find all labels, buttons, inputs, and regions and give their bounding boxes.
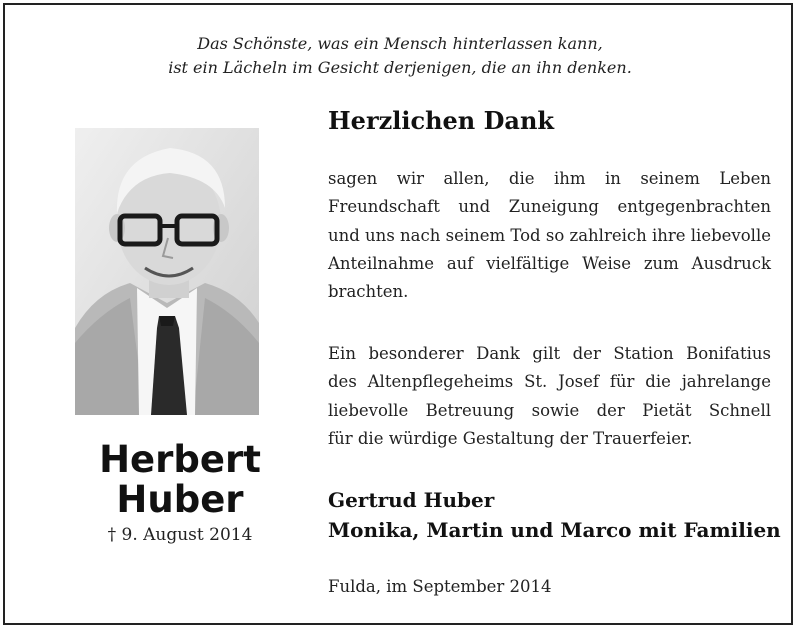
quote-line: ist ein Lächeln im Gesicht derjenigen, die an ihn denken. [168, 58, 632, 77]
text-line: und uns nach seinem Tod so zahlreich ihre liebevolle [328, 225, 772, 245]
text-line: Ein besonderer Dank gilt der Station Bonifatius [328, 344, 771, 363]
memorial-quote [0, 32, 800, 80]
death-date: † 9. August 2014 [107, 525, 253, 545]
deceased-last-name: Huber [116, 478, 244, 521]
thanks-heading: Herzlichen Dank [328, 106, 555, 135]
text-line: Anteilnahme auf vielfältige Weise zum Ausdruck [328, 253, 771, 273]
text-line: brachten. [328, 282, 409, 302]
thanks-paragraph-2 [328, 340, 771, 453]
portrait-photo [75, 128, 259, 415]
deceased-first-name: Herbert [99, 438, 261, 481]
quote-line: Das Schönste, was ein Mensch hinterlassen kann, [197, 34, 603, 53]
text-line: des Altenpflegeheims St. Josef für die jahrelange [328, 372, 771, 392]
signature-primary: Gertrud Huber [328, 488, 495, 512]
portrait-photo-icon [75, 128, 259, 415]
text-line: sagen wir allen, die ihm in seinem Leben [328, 169, 771, 188]
text-line: liebevolle Betreuung sowie der Pietät Schnell [328, 400, 771, 420]
signature-family: Monika, Martin und Marco mit Familien [328, 518, 781, 542]
thanks-paragraph-1 [328, 165, 771, 306]
text-line: Freundschaft und Zuneigung entgegenbrachten [328, 197, 771, 217]
text-line: für die würdige Gestaltung der Trauerfeier. [328, 428, 693, 448]
place-date: Fulda, im September 2014 [328, 577, 552, 596]
